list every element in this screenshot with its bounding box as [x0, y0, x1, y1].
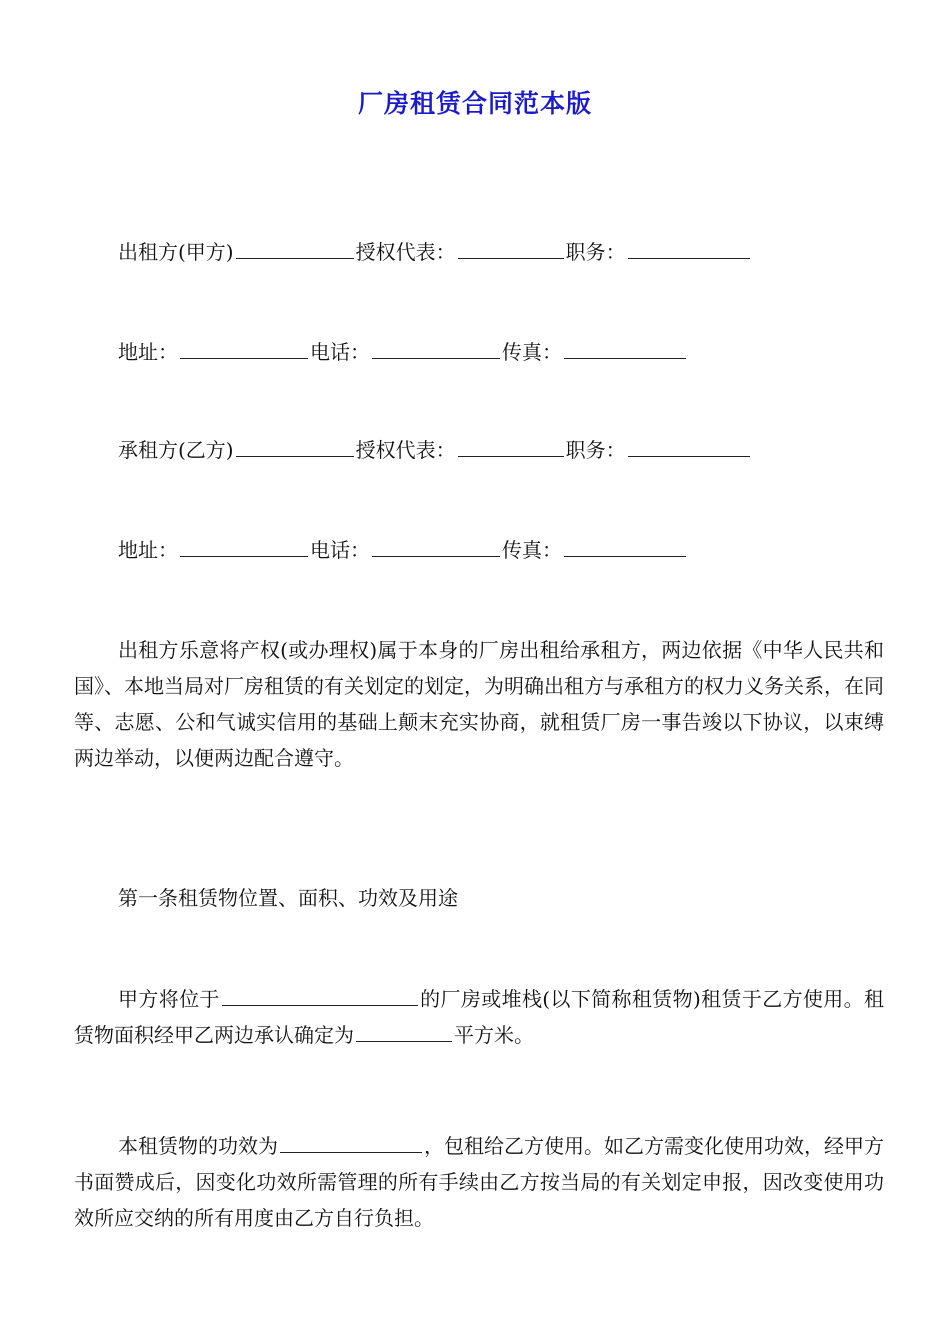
party-a-rep-blank[interactable]	[458, 238, 564, 259]
party-a-address-blank[interactable]	[180, 338, 308, 359]
article-1-p1-before: 甲方将位于	[118, 987, 220, 1011]
party-a-rep-label: 授权代表：	[355, 240, 456, 264]
party-b-phone-label: 电话：	[310, 538, 370, 562]
party-b-rep-label: 授权代表：	[355, 438, 456, 462]
party-b-rep-blank[interactable]	[458, 436, 564, 457]
location-blank[interactable]	[222, 985, 418, 1006]
party-a-line	[118, 238, 752, 266]
party-b-name-blank[interactable]	[236, 436, 354, 457]
document-title: 厂房租赁合同范本版	[357, 89, 592, 118]
party-b-contact-line	[118, 536, 688, 564]
party-b-label: 承租方(乙方)	[118, 438, 234, 462]
party-b-line	[118, 436, 752, 464]
function-blank[interactable]	[280, 1132, 422, 1153]
party-a-phone-blank[interactable]	[372, 338, 500, 359]
party-a-position-blank[interactable]	[628, 238, 750, 259]
party-b-address-label: 地址：	[118, 538, 178, 562]
article-1-paragraph-1	[74, 981, 884, 1053]
party-b-position-blank[interactable]	[628, 436, 750, 457]
article-1-p1-after: 平方米。	[454, 1023, 534, 1047]
party-a-contact-line	[118, 338, 688, 366]
article-1-paragraph-2	[74, 1128, 884, 1236]
party-a-phone-label: 电话：	[310, 340, 370, 364]
party-b-phone-blank[interactable]	[372, 536, 500, 557]
article-1-p1-middle: 的厂房或堆栈(以下简称租赁物)租赁于乙方使用。租赁物面积经甲乙两边承认确定为	[74, 987, 885, 1047]
article-1-p2-after: ，包租给乙方使用。如乙方需变化使用功效，经甲方书面赞成后，因变化功效所需管理的所有手续由乙方按当局的有关划定申报，因改变使用功效所应交纳的所有用度由乙方自行负担。	[74, 1134, 884, 1230]
article-1-heading: 第一条租赁物位置、面积、功效及用途	[118, 886, 458, 910]
article-1-p2-before: 本租赁物的功效为	[118, 1134, 278, 1158]
intro-paragraph: 出租方乐意将产权(或办理权)属于本身的厂房出租给承租方，两边依据《中华人民共和国》、本地当局对厂房租赁的有关划定的划定，为明确出租方与承租方的权力义务关系，在同等、志愿、公和气诚实信用的基础上颠末充实协商，就租赁厂房一事告竣以下协议，以束缚两边举动，以便两边配合遵守。	[74, 638, 884, 770]
area-blank[interactable]	[356, 1021, 452, 1042]
party-a-position-label: 职务：	[565, 240, 626, 264]
party-b-fax-label: 传真：	[502, 538, 562, 562]
party-b-position-label: 职务：	[565, 438, 626, 462]
party-b-address-blank[interactable]	[180, 536, 308, 557]
party-a-label: 出租方(甲方)	[118, 240, 234, 264]
party-a-fax-blank[interactable]	[564, 338, 686, 359]
party-a-fax-label: 传真：	[502, 340, 562, 364]
party-a-address-label: 地址：	[118, 340, 178, 364]
party-b-fax-blank[interactable]	[564, 536, 686, 557]
party-a-name-blank[interactable]	[236, 238, 354, 259]
